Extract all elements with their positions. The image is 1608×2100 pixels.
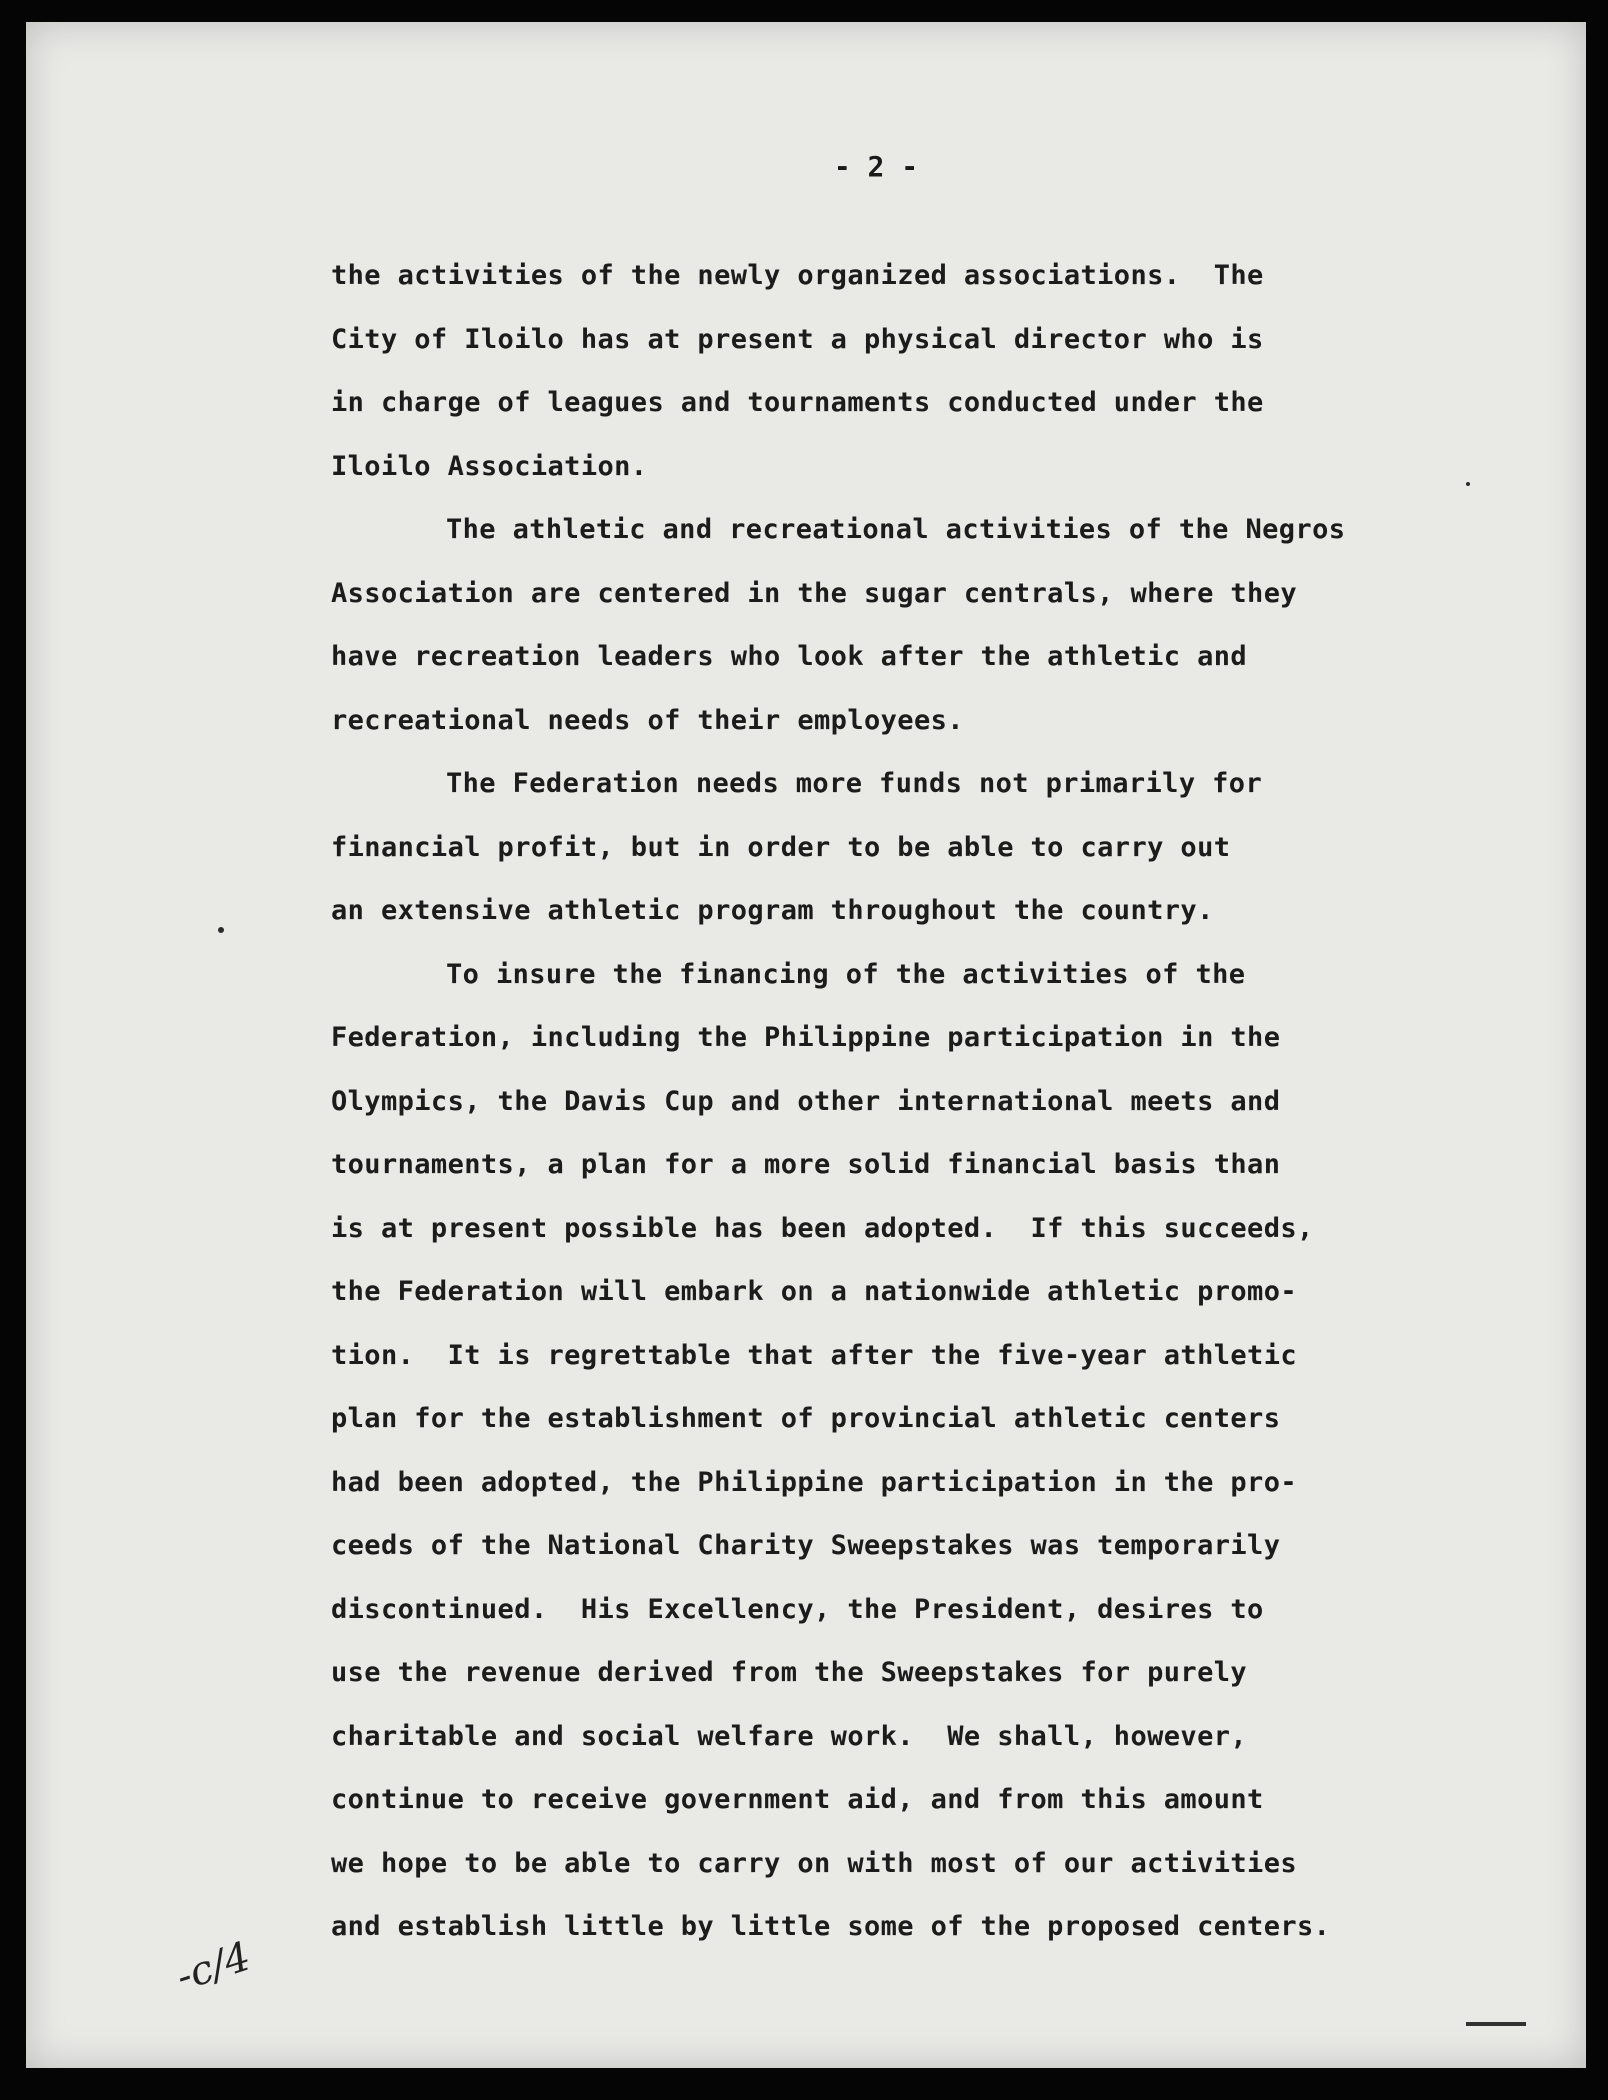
text-line: tournaments, a plan for a more solid financial basis than xyxy=(331,1149,1281,1180)
body-text xyxy=(331,244,1511,1959)
text-line: financial profit, but in order to be able to carry out xyxy=(331,831,1231,863)
text-line: Iloilo Association. xyxy=(331,450,648,482)
text-line: Olympics, the Davis Cup and other international meets and xyxy=(331,1085,1281,1117)
text-line: use the revenue derived from the Sweepstakes for purely xyxy=(331,1657,1248,1688)
text-line: Association are centered in the sugar centrals, where they xyxy=(331,577,1298,609)
text-line: the activities of the newly organized associations. The xyxy=(331,260,1264,291)
text-line: the Federation will embark on a nationwide athletic promo- xyxy=(331,1276,1298,1307)
text-line: continue to receive government aid, and from this amount xyxy=(331,1784,1264,1815)
text-line: plan for the establishment of provincial athletic centers xyxy=(331,1403,1281,1434)
edge-mark xyxy=(1466,2022,1526,2026)
ink-speck xyxy=(1466,482,1470,486)
text-line: Federation, including the Philippine participation in the xyxy=(331,1022,1281,1053)
paragraph-start-line: To insure the financing of the activities of the xyxy=(446,958,1246,990)
text-line: an extensive athletic program throughout the country. xyxy=(331,895,1214,926)
text-line: ceeds of the National Charity Sweepstakes was temporarily xyxy=(331,1530,1281,1561)
text-line: have recreation leaders who look after the athletic and xyxy=(331,641,1248,672)
document-page xyxy=(26,22,1586,2068)
text-line: tion. It is regrettable that after the five-year athletic xyxy=(331,1339,1298,1371)
ink-speck xyxy=(218,927,224,933)
text-line: City of Iloilo has at present a physical director who is xyxy=(331,323,1264,355)
text-line: in charge of leagues and tournaments conducted under the xyxy=(331,387,1264,418)
text-line: recreational needs of their employees. xyxy=(331,704,964,736)
text-line: we hope to be able to carry on with most of our activities xyxy=(331,1847,1298,1879)
text-line: had been adopted, the Philippine participation in the pro- xyxy=(331,1466,1298,1498)
text-line: discontinued. His Excellency, the President, desires to xyxy=(331,1593,1264,1625)
handwritten-margin-note: -c/4 xyxy=(170,1933,257,2001)
paragraph-start-line: The Federation needs more funds not primarily for xyxy=(446,768,1263,799)
text-line: and establish little by little some of the proposed centers. xyxy=(331,1911,1331,1942)
text-line: is at present possible has been adopted. If this succeeds, xyxy=(331,1212,1314,1244)
paragraph-start-line: The athletic and recreational activities of the Negros xyxy=(446,514,1346,545)
text-line: charitable and social welfare work. We shall, however, xyxy=(331,1720,1248,1752)
page-number: - 2 - xyxy=(833,150,919,183)
